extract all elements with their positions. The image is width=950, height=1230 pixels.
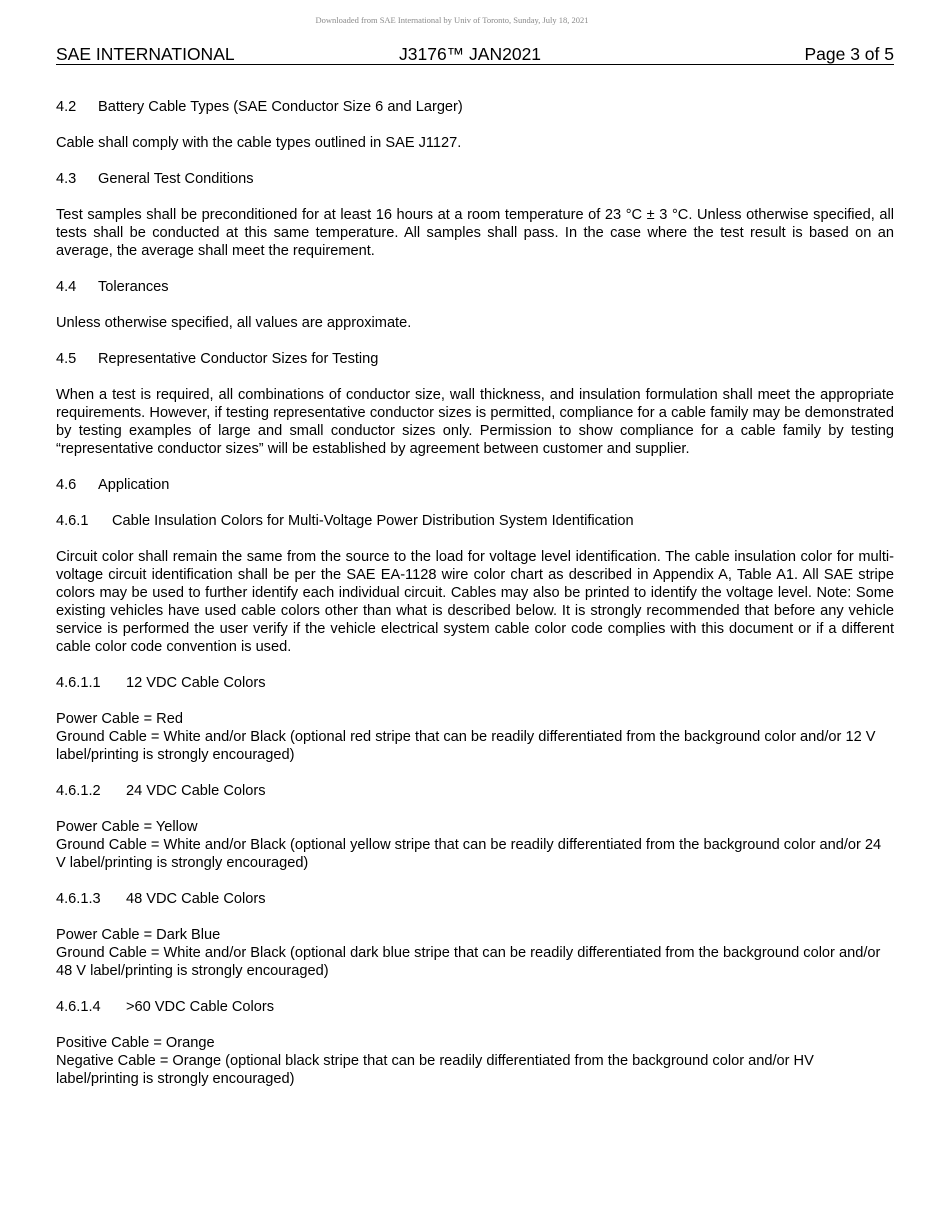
section-4-2-text: Cable shall comply with the cable types outlined in SAE J1127. bbox=[56, 135, 462, 151]
section-4-6-1-1-heading bbox=[56, 674, 894, 692]
document-body bbox=[56, 98, 894, 1106]
section-4-6-1-3-heading bbox=[56, 890, 894, 908]
section-4-4-heading bbox=[56, 278, 894, 296]
section-title: 48 VDC Cable Colors bbox=[126, 891, 266, 907]
section-title: Battery Cable Types (SAE Conductor Size 6 and Larger) bbox=[98, 99, 463, 115]
section-4-6-1-2-heading bbox=[56, 782, 894, 800]
section-number: 4.4 bbox=[56, 279, 77, 295]
positive-cable-line: Positive Cable = Orange bbox=[56, 1035, 215, 1051]
section-title: Representative Conductor Sizes for Testing bbox=[98, 351, 379, 367]
section-number: 4.3 bbox=[56, 171, 77, 187]
section-4-3-text: Test samples shall be preconditioned for at least 16 hours at a room temperature of 23 °C ± 3 °C. Unless otherwise specified, all tests shall be conducted at this same temperature. All samples shall pass. In the case where the test result is based on an average, the average shall meet the requirement. bbox=[56, 207, 894, 259]
section-title: Application bbox=[98, 477, 170, 493]
section-number: 4.6.1.4 bbox=[56, 999, 101, 1015]
section-4-6-1-text: Circuit color shall remain the same from the source to the load for voltage level identification. The cable insulation color for multi-voltage circuit identification shall be per the SAE EA-1128 wire color chart as described in Appendix A, Table A1. All SAE stripe colors may be used to further identify each individual circuit. Cables may also be printed to identify the voltage level. Note: Some existing vehicles have used cable colors other than what is described below. It is strongly recommended that before any vehicle service is performed the user verify if the vehicle electrical system cable color code complies with this document or if a different cable color code convention is used. bbox=[56, 549, 894, 655]
section-4-6-1-3-text bbox=[56, 926, 894, 980]
section-4-2-heading bbox=[56, 98, 894, 116]
section-4-6-1-2-text bbox=[56, 818, 894, 872]
power-cable-line: Power Cable = Dark Blue bbox=[56, 927, 221, 943]
section-4-6-1-4-text bbox=[56, 1034, 894, 1088]
section-title: 12 VDC Cable Colors bbox=[126, 675, 266, 691]
section-title: General Test Conditions bbox=[98, 171, 254, 187]
section-4-3-heading bbox=[56, 170, 894, 188]
page-header bbox=[56, 42, 894, 65]
ground-cable-line: Ground Cable = White and/or Black (optional yellow stripe that can be readily differentiated from the background color and/or 24 V label/printing is strongly encouraged) bbox=[56, 837, 882, 871]
header-page-number: Page 3 of 5 bbox=[804, 44, 894, 64]
section-title: Cable Insulation Colors for Multi-Voltage Power Distribution System Identification bbox=[112, 513, 634, 529]
section-number: 4.6.1.1 bbox=[56, 675, 101, 691]
section-number: 4.6 bbox=[56, 477, 77, 493]
section-4-5-text: When a test is required, all combinations of conductor size, wall thickness, and insulation formulation shall meet the appropriate requirements. However, if testing representative conductor sizes is permitted, compliance for a cable family may be demonstrated by testing examples of large and small conductor sizes only. Permission to show compliance for a cable family by testing “representative conductor sizes” will be established by agreement between customer and supplier. bbox=[56, 387, 894, 457]
section-number: 4.6.1.2 bbox=[56, 783, 101, 799]
section-4-6-1-1-text bbox=[56, 710, 894, 764]
section-title: 24 VDC Cable Colors bbox=[126, 783, 266, 799]
section-number: 4.2 bbox=[56, 99, 77, 115]
section-4-4-text: Unless otherwise specified, all values are approximate. bbox=[56, 315, 412, 331]
negative-cable-line: Negative Cable = Orange (optional black stripe that can be readily differentiated from the background color and/or HV label/printing is strongly encouraged) bbox=[56, 1053, 814, 1087]
section-number: 4.5 bbox=[56, 351, 77, 367]
section-number: 4.6.1 bbox=[56, 513, 89, 529]
download-watermark: Downloaded from SAE International by Univ of Toronto, Sunday, July 18, 2021 bbox=[315, 15, 589, 25]
power-cable-line: Power Cable = Red bbox=[56, 711, 183, 727]
section-4-5-heading bbox=[56, 350, 894, 368]
section-title: Tolerances bbox=[98, 279, 169, 295]
section-title: >60 VDC Cable Colors bbox=[126, 999, 275, 1015]
header-doc-id: J3176™ JAN2021 bbox=[399, 44, 542, 64]
section-number: 4.6.1.3 bbox=[56, 891, 101, 907]
section-4-6-1-4-heading bbox=[56, 998, 894, 1016]
section-4-6-1-heading bbox=[56, 512, 894, 530]
ground-cable-line: Ground Cable = White and/or Black (optional dark blue stripe that can be readily differentiated from the background color and/or 48 V label/printing is strongly encouraged) bbox=[56, 945, 881, 979]
section-4-6-heading bbox=[56, 476, 894, 494]
ground-cable-line: Ground Cable = White and/or Black (optional red stripe that can be readily differentiated from the background color and/or 12 V label/printing is strongly encouraged) bbox=[56, 729, 876, 763]
power-cable-line: Power Cable = Yellow bbox=[56, 819, 198, 835]
header-org: SAE INTERNATIONAL bbox=[56, 44, 235, 64]
